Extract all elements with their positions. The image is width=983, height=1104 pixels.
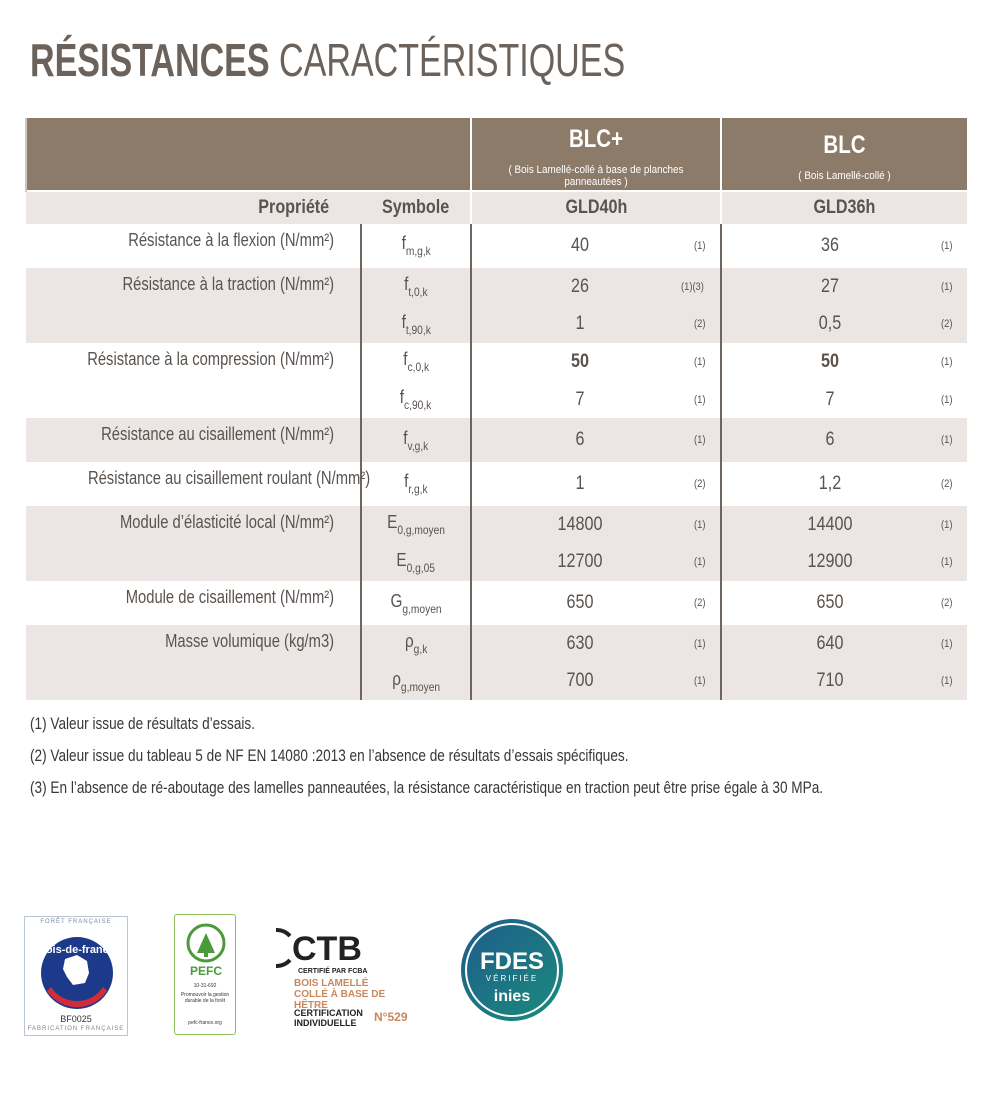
table-row bbox=[26, 581, 967, 625]
value: 7 bbox=[575, 388, 585, 410]
symbol: $\rho_{g,moyen}$ bbox=[392, 668, 440, 694]
header-empty-cell bbox=[26, 118, 471, 191]
table-row bbox=[26, 418, 967, 462]
value-cell-gld40h bbox=[471, 224, 721, 268]
value-cell-gld40h bbox=[471, 305, 721, 343]
property-label: Résistance à la traction (N/mm²) bbox=[122, 273, 334, 294]
footnote-ref: (1) bbox=[693, 637, 705, 650]
value-cell-gld36h bbox=[721, 663, 967, 701]
ctb-mark-icon bbox=[276, 914, 426, 974]
fdes-logo bbox=[459, 917, 565, 1023]
value: 12700 bbox=[557, 551, 603, 573]
value-cell-gld36h bbox=[721, 343, 967, 381]
value: 26 bbox=[571, 275, 589, 297]
property-cell bbox=[26, 418, 361, 462]
footnote-ref: (1) bbox=[940, 355, 952, 368]
value: 1 bbox=[575, 472, 585, 494]
grade-name: BLC+ bbox=[568, 125, 624, 153]
property-label: Résistance à la compression (N/mm²) bbox=[87, 349, 334, 370]
symbol-cell bbox=[361, 544, 471, 582]
table-row bbox=[26, 462, 967, 506]
value: 12900 bbox=[807, 551, 853, 573]
symbol: $\rho_{g,k}$ bbox=[404, 631, 428, 657]
value: 700 bbox=[566, 670, 594, 692]
symbol-cell bbox=[361, 224, 471, 268]
symbol-header: Symbole bbox=[361, 191, 471, 224]
grade-subtitle: ( Bois Lamellé-collé ) bbox=[798, 170, 891, 182]
symbol-cell bbox=[361, 305, 471, 343]
svg-text:FDES: FDES bbox=[479, 948, 545, 975]
grade-header-row bbox=[26, 118, 967, 191]
value: 0,5 bbox=[818, 313, 842, 335]
footnote-ref: (1) bbox=[693, 556, 705, 569]
column-header-row bbox=[26, 191, 967, 224]
svg-text:inies: inies bbox=[493, 988, 531, 1005]
value-cell-gld36h bbox=[721, 224, 967, 268]
footnote-1: (1) Valeur issue de résultats d’essais. bbox=[30, 714, 256, 733]
symbol: $G_{g,moyen}$ bbox=[390, 590, 442, 616]
resistance-table bbox=[25, 118, 967, 700]
property-cell bbox=[26, 224, 361, 268]
value-cell-gld36h bbox=[721, 462, 967, 506]
property-header: Propriété bbox=[26, 191, 361, 224]
footnote-ref: (1)(3) bbox=[681, 280, 704, 293]
symbol-cell bbox=[361, 581, 471, 625]
symbol-cell bbox=[361, 625, 471, 663]
title-light: CARACTÉRISTIQUES bbox=[279, 34, 626, 86]
property-cell bbox=[26, 581, 361, 625]
value-cell-gld40h bbox=[471, 506, 721, 544]
value: 36 bbox=[821, 234, 839, 256]
footnote-ref: (1) bbox=[940, 518, 952, 531]
symbol: $f_{c,90,k}$ bbox=[400, 387, 432, 413]
value: 650 bbox=[816, 592, 844, 614]
property-label: Masse volumique (kg/m3) bbox=[165, 630, 334, 651]
value: 6 bbox=[825, 429, 835, 451]
property-label: Résistance au cisaillement (N/mm²) bbox=[101, 424, 334, 445]
value-cell-gld36h bbox=[721, 418, 967, 462]
class-header-gld40h: GLD40h bbox=[471, 191, 721, 224]
grade-name: BLC bbox=[823, 131, 866, 159]
value-cell-gld36h bbox=[721, 581, 967, 625]
footnote-2: (2) Valeur issue du tableau 5 de NF EN 14080 :2013 en l’absence de résultats d’essais spécifiques. bbox=[30, 746, 629, 765]
value-cell-gld36h bbox=[721, 625, 967, 663]
value-cell-gld40h bbox=[471, 381, 721, 419]
footnote-ref: (1) bbox=[940, 393, 952, 406]
property-cell bbox=[26, 625, 361, 700]
table-row bbox=[26, 224, 967, 268]
page-title bbox=[30, 32, 625, 88]
footnote-ref: (1) bbox=[693, 393, 705, 406]
footnote-ref: (2) bbox=[940, 318, 952, 331]
value-cell-gld36h bbox=[721, 544, 967, 582]
footnote-ref: (2) bbox=[940, 477, 952, 490]
symbol-cell bbox=[361, 462, 471, 506]
value-cell-gld40h bbox=[471, 663, 721, 701]
value-cell-gld40h bbox=[471, 268, 721, 306]
value: 50 bbox=[821, 350, 839, 372]
property-cell bbox=[26, 343, 361, 418]
svg-text:PEFC: PEFC bbox=[189, 964, 223, 978]
footnote-ref: (2) bbox=[693, 318, 705, 331]
value: 650 bbox=[566, 592, 594, 614]
value-cell-gld36h bbox=[721, 381, 967, 419]
bois-de-france-logo: FORÊT FRANÇAISE bois-de-france BF0025 FABRICATION FRANÇAISE bbox=[24, 916, 128, 1036]
value: 640 bbox=[816, 632, 844, 654]
pefc-tree-icon bbox=[175, 915, 237, 985]
svg-text:VÉRIFIÉE: VÉRIFIÉE bbox=[485, 974, 539, 983]
footnote-ref: (2) bbox=[940, 597, 952, 610]
value: 1,2 bbox=[818, 472, 842, 494]
svg-text:bois-de-france: bois-de-france bbox=[39, 944, 115, 956]
footnote-ref: (1) bbox=[940, 556, 952, 569]
symbol: $f_{c,0,k}$ bbox=[403, 349, 429, 375]
fdes-badge-icon bbox=[459, 917, 565, 1023]
symbol-cell bbox=[361, 506, 471, 544]
symbol: $f_{v,g,k}$ bbox=[403, 427, 429, 453]
footnote-ref: (1) bbox=[693, 434, 705, 447]
value-cell-gld36h bbox=[721, 506, 967, 544]
footnote-ref: (1) bbox=[693, 239, 705, 252]
property-label: Module d’élasticité local (N/mm²) bbox=[119, 511, 334, 532]
footnotes bbox=[30, 708, 983, 804]
property-label: Résistance au cisaillement roulant (N/mm²) bbox=[87, 468, 371, 489]
value: 6 bbox=[575, 429, 585, 451]
property-cell bbox=[26, 462, 371, 506]
symbol: $E_{0,g,moyen}$ bbox=[387, 512, 445, 538]
value-cell-gld40h bbox=[471, 418, 721, 462]
value: 630 bbox=[566, 632, 594, 654]
grade-header-blc-plus bbox=[471, 118, 721, 191]
symbol-cell bbox=[361, 418, 471, 462]
table-row bbox=[26, 625, 967, 663]
table-row bbox=[26, 268, 967, 306]
symbol-cell bbox=[361, 381, 471, 419]
value: 710 bbox=[816, 670, 844, 692]
value-cell-gld36h bbox=[721, 305, 967, 343]
table-row bbox=[26, 506, 967, 544]
symbol-cell bbox=[361, 268, 471, 306]
value-cell-gld40h bbox=[471, 581, 721, 625]
ctb-logo: CTB CERTIFIÉ PAR FCBA BOIS LAMELLÉ COLLÉ À BASE DE HÊTRE CERTIFICATION INDIVIDUELLE N°529 bbox=[276, 914, 426, 1039]
symbol-cell bbox=[361, 663, 471, 701]
footnote-3: (3) En l’absence de ré-aboutage des lamelles panneautées, la résistance caractéristique en traction peut être prise égale à 30 MPa. bbox=[30, 778, 824, 797]
footnote-ref: (1) bbox=[940, 239, 952, 252]
symbol: $f_{r,g,k}$ bbox=[404, 471, 428, 497]
symbol-cell bbox=[361, 343, 471, 381]
value-cell-gld40h bbox=[471, 462, 721, 506]
value: 7 bbox=[825, 388, 835, 410]
footnote-ref: (1) bbox=[693, 518, 705, 531]
footnote-ref: (2) bbox=[693, 597, 705, 610]
value: 14800 bbox=[557, 513, 603, 535]
value: 40 bbox=[571, 234, 589, 256]
symbol: $E_{0,g,05}$ bbox=[396, 549, 436, 575]
value-cell-gld40h bbox=[471, 625, 721, 663]
grade-header-blc bbox=[721, 118, 967, 191]
value-cell-gld36h bbox=[721, 268, 967, 306]
title-bold: RÉSISTANCES bbox=[30, 34, 270, 86]
property-label: Module de cisaillement (N/mm²) bbox=[125, 587, 334, 608]
grade-subtitle: ( Bois Lamellé-collé à base de planches panneautées ) bbox=[508, 164, 684, 188]
pefc-logo: PEFC 10-31-692 Promouvoir la gestion durable de la forêt pefc-france.org bbox=[174, 914, 236, 1035]
class-header-gld36h: GLD36h bbox=[721, 191, 967, 224]
svg-text:CTB: CTB bbox=[292, 930, 362, 968]
property-cell bbox=[26, 268, 361, 343]
symbol: $f_{t,0,k}$ bbox=[404, 274, 428, 300]
value-cell-gld40h bbox=[471, 343, 721, 381]
table-body bbox=[26, 224, 967, 700]
footnote-ref: (2) bbox=[693, 477, 705, 490]
footnote-ref: (1) bbox=[693, 675, 705, 688]
footnote-ref: (1) bbox=[940, 280, 952, 293]
table-row bbox=[26, 343, 967, 381]
value: 27 bbox=[821, 275, 839, 297]
symbol: $f_{m,g,k}$ bbox=[401, 233, 431, 259]
footnote-ref: (1) bbox=[940, 637, 952, 650]
value: 14400 bbox=[807, 513, 853, 535]
footnote-ref: (1) bbox=[940, 434, 952, 447]
property-cell bbox=[26, 506, 361, 581]
footnote-ref: (1) bbox=[693, 355, 705, 368]
footnote-ref: (1) bbox=[940, 675, 952, 688]
value: 50 bbox=[571, 350, 589, 372]
symbol: $f_{t,90,k}$ bbox=[401, 311, 431, 337]
value: 1 bbox=[575, 313, 585, 335]
property-label: Résistance à la flexion (N/mm²) bbox=[128, 230, 334, 250]
value-cell-gld40h bbox=[471, 544, 721, 582]
